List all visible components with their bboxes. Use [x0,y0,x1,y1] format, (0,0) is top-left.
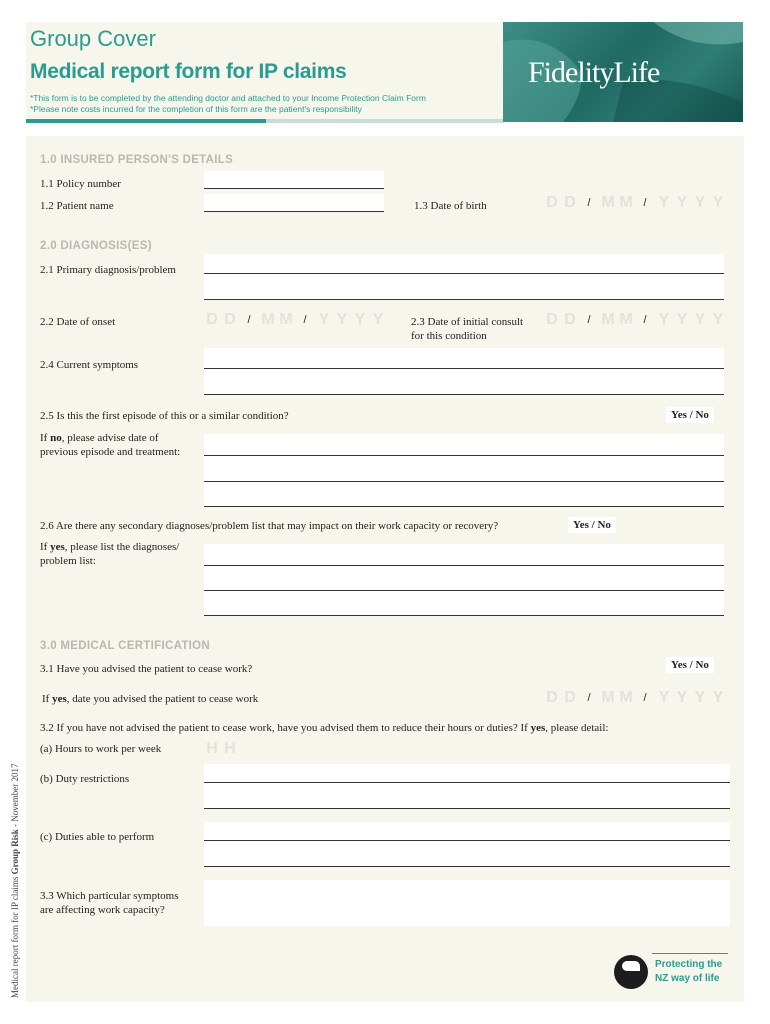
group-cover-heading: Group Cover [30,26,156,51]
duties-able-field[interactable] [204,822,730,867]
patient-name-field[interactable] [204,194,384,211]
fidelity-life-logo: FidelityLife [528,56,660,89]
first-episode-yes-no[interactable]: Yes / No [666,407,714,423]
field-line [204,506,724,507]
reduce-hours-question: 3.2 If you have not advised the patient to cease work, have you advised them to reduce their hours or duties? If yes, please detail: [40,722,609,734]
dob-label: 1.3 Date of birth [414,200,487,212]
field-line [204,615,724,616]
primary-diagnosis-label: 2.1 Primary diagnosis/problem [40,264,176,276]
policy-number-label: 1.1 Policy number [40,178,121,190]
cease-date-field[interactable]: D D / M M / Y Y Y Y [546,689,724,706]
duties-able-label: (c) Duties able to perform [40,831,155,843]
hours-per-week-field[interactable]: H H [206,740,236,757]
cost-note: *Please note costs incurred for the completion of this form are the patient's responsibility [30,104,362,114]
secondary-diagnoses-question: 2.6 Are there any secondary diagnoses/problem list that may impact on their work capacity or recovery? [40,520,499,532]
secondary-diagnoses-yes-no[interactable]: Yes / No [568,517,616,533]
dob-field[interactable]: D D / M M / Y Y Y Y [546,194,724,211]
onset-date-label: 2.2 Date of onset [40,316,116,328]
previous-episode-field[interactable] [204,434,724,506]
policy-number-line [204,188,384,189]
field-line [204,840,730,841]
form-footer-version: Medical report form for IP claims Group Risk - November 2017 [10,763,20,998]
section-2-title: 2.0 DIAGNOSIS(ES) [40,240,152,252]
tagline-rule [652,953,728,954]
problem-list-field[interactable] [204,544,724,616]
field-line [204,782,730,783]
initial-consult-label: 2.3 Date of initial consult for this condition [411,316,524,342]
field-line [204,565,724,566]
initial-consult-date-field[interactable]: D D / M M / Y Y Y Y [546,311,724,328]
previous-episode-label: If no, please advise date of previous episode and treatment: [40,432,181,458]
tagline: Protecting the NZ way of life [655,959,723,984]
field-line [204,866,730,867]
hours-per-week-label: (a) Hours to work per week [40,743,162,755]
field-line [204,394,724,395]
first-episode-question: 2.5 Is this the first episode of this or a similar condition? [40,410,289,422]
nz-badge-icon [614,955,648,989]
affecting-symptoms-label: 3.3 Which particular symptoms are affecting work capacity? [40,890,179,916]
field-line [204,481,724,482]
problem-list-label: If yes, please list the diagnoses/ problem list: [40,541,180,567]
field-line [204,368,724,369]
cease-work-question: 3.1 Have you advised the patient to cease work? [40,663,253,675]
form-title: Medical report form for IP claims [30,60,347,83]
duty-restrictions-field[interactable] [204,764,730,809]
completion-note: *This form is to be completed by the attending doctor and attached to your Income Protection Claim Form [30,93,426,103]
policy-number-field[interactable] [204,171,384,188]
field-line [204,273,724,274]
current-symptoms-field[interactable] [204,348,724,395]
cease-date-label: If yes, date you advised the patient to cease work [42,693,259,705]
patient-name-line [204,211,384,212]
cease-work-yes-no[interactable]: Yes / No [666,657,714,673]
field-line [204,590,724,591]
field-line [204,455,724,456]
header-accent-bar [26,119,504,123]
primary-diagnosis-field[interactable] [204,254,724,300]
section-1-title: 1.0 INSURED PERSON'S DETAILS [40,154,234,166]
field-line [204,808,730,809]
current-symptoms-label: 2.4 Current symptoms [40,359,139,371]
duty-restrictions-label: (b) Duty restrictions [40,773,130,785]
field-line [204,299,724,300]
patient-name-label: 1.2 Patient name [40,200,114,212]
section-3-title: 3.0 MEDICAL CERTIFICATION [40,640,210,652]
affecting-symptoms-field[interactable] [204,880,730,926]
onset-date-field[interactable]: D D / M M / Y Y Y Y [206,311,384,328]
